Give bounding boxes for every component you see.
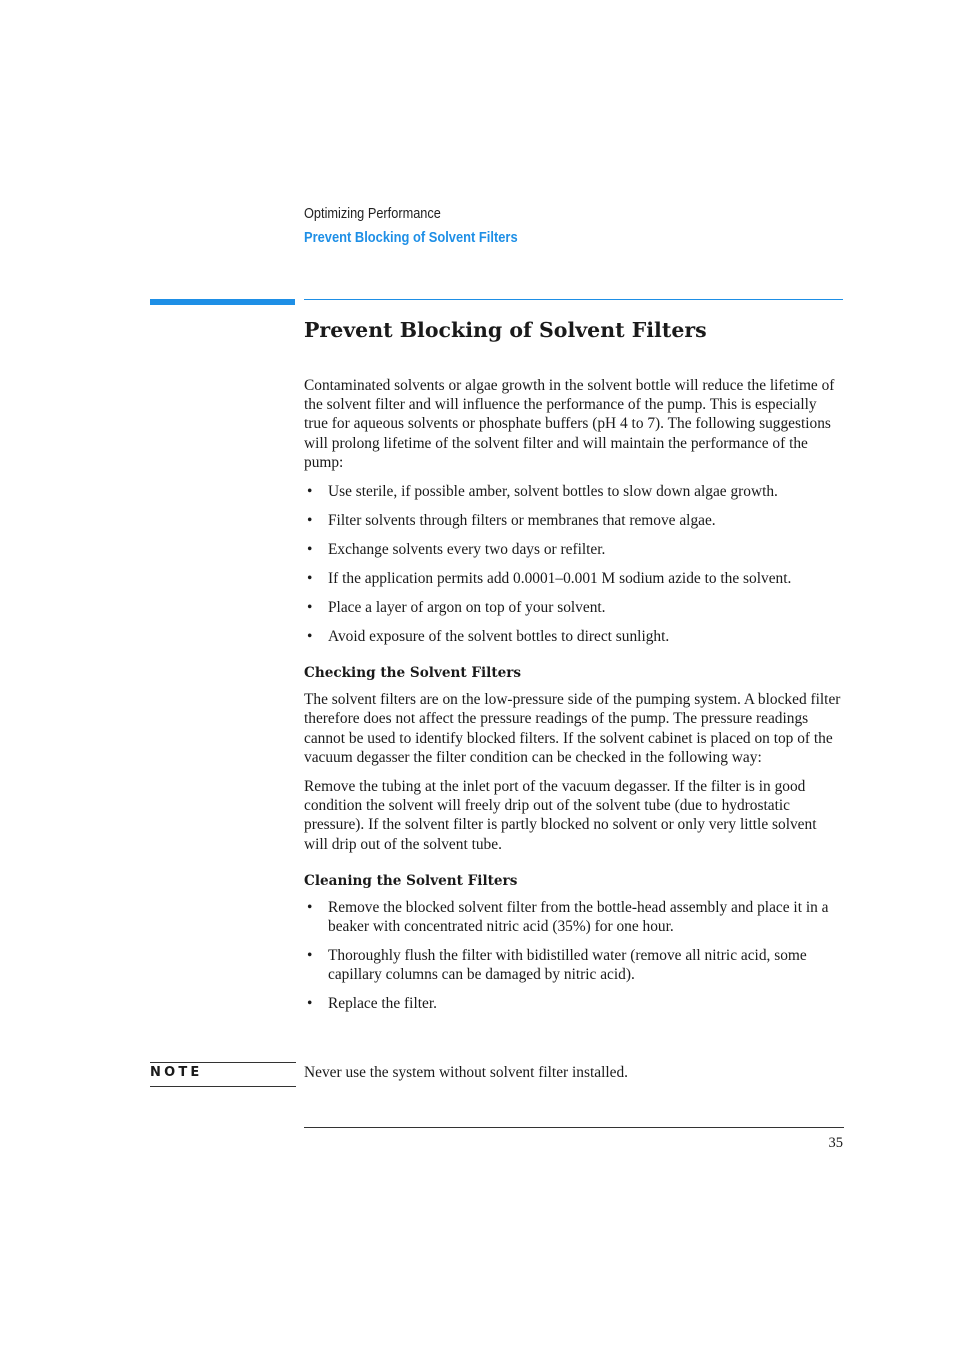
bullet-icon: •: [307, 599, 313, 617]
main-content: [304, 376, 844, 1023]
bullet-icon: •: [307, 898, 313, 916]
note-rule-top: [150, 1062, 296, 1063]
list-item: • Use sterile, if possible amber, solvent bottles to slow down algae growth.: [307, 483, 778, 501]
section-accent-rule: [304, 299, 843, 300]
list-item: • Remove the blocked solvent filter from the bottle-head assembly and place it in a beaker with concentrated nitric acid (35%) for one hour.: [307, 898, 829, 936]
page-number: 35: [828, 1135, 843, 1151]
list-item: • If the application permits add 0.0001–0.001 M sodium azide to the solvent.: [307, 570, 792, 588]
note-rule-bottom: [150, 1086, 296, 1087]
checking-paragraph: Remove the tubing at the inlet port of the vacuum degasser. If the filter is in good condition the solvent will freely drip out of the solvent tube (due to hydrostatic pressure). If the solvent filter is partly blocked no solvent or only very little solvent will drip out of the solvent tube.: [304, 778, 817, 853]
cleaning-heading: Cleaning the Solvent Filters: [304, 872, 518, 889]
list-item: • Avoid exposure of the solvent bottles to direct sunlight.: [307, 628, 670, 646]
list-item: • Exchange solvents every two days or refilter.: [307, 541, 606, 559]
list-item: • Filter solvents through filters or membranes that remove algae.: [307, 512, 716, 530]
bullet-icon: •: [307, 512, 313, 530]
checking-paragraph: The solvent filters are on the low-pressure side of the pumping system. A blocked filter therefore does not affect the pressure readings of the pump. The pressure readings cannot be used to identify blocked filters. If the solvent cabinet is placed on top of the vacuum degasser the filter condition can be checked in the following way:: [304, 691, 841, 766]
suggestions-list: [304, 482, 844, 646]
bullet-icon: •: [307, 995, 313, 1013]
running-header-topic: Prevent Blocking of Solvent Filters: [304, 229, 518, 246]
section-accent-bar: [150, 299, 295, 305]
note-text: Never use the system without solvent filter installed.: [304, 1064, 628, 1081]
checking-heading: Checking the Solvent Filters: [304, 665, 522, 682]
bullet-icon: •: [307, 483, 313, 501]
page-title: Prevent Blocking of Solvent Filters: [304, 318, 707, 342]
footer-rule: [304, 1127, 844, 1128]
bullet-icon: •: [307, 541, 313, 559]
running-header-section: Optimizing Performance: [304, 206, 441, 222]
bullet-icon: •: [307, 947, 313, 965]
intro-paragraph: Contaminated solvents or algae growth in the solvent bottle will reduce the lifetime of the solvent filter and will influence the performance of the pump. This is especially true for aqueous solvents or phosphate buffers (pH 4 to 7). The following suggestions will prolong lifetime of the solvent filter and will maintain the performance of the pump:: [304, 377, 835, 471]
bullet-icon: •: [307, 628, 313, 646]
list-item: • Place a layer of argon on top of your solvent.: [307, 599, 606, 617]
bullet-icon: •: [307, 570, 313, 588]
list-item: • Thoroughly flush the filter with bidistilled water (remove all nitric acid, some capillary columns can be damaged by nitric acid).: [307, 947, 807, 984]
list-item: • Replace the filter.: [307, 995, 437, 1013]
note-label: NOTE: [150, 1065, 203, 1080]
cleaning-steps-list: [304, 898, 844, 1014]
